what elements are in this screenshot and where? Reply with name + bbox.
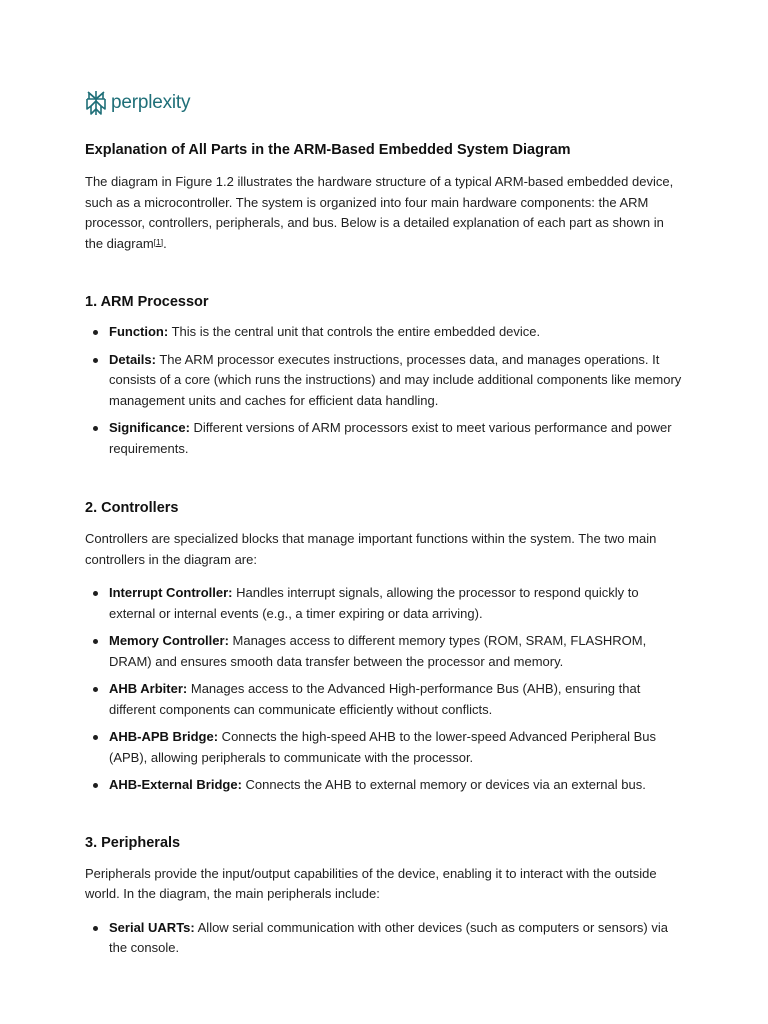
list-item-term: Function: [109,324,169,339]
perplexity-logo-icon [85,90,107,116]
document-title: Explanation of All Parts in the ARM-Based Embedded System Diagram [85,142,571,158]
list-item-term: AHB-External Bridge: [109,777,242,792]
section-heading-peripherals: 3. Peripherals [85,834,181,851]
list-item-text: Connects the AHB to external memory or devices via an external bus. [241,777,646,792]
intro-end: . [163,235,167,251]
bullet-icon [93,687,98,692]
list-item-text: Manages access to different memory types (ROM, SRAM, FLASHROM, DRAM) and ensures smooth data transfer between the processor and memory. [109,633,647,669]
bullet-icon [93,591,98,596]
list-item [85,583,685,624]
citation-link[interactable]: [1] [153,236,164,247]
bullet-icon [93,735,98,740]
bullet-icon [93,639,98,644]
list-item [85,679,685,720]
list-item-text: The ARM processor executes instructions, processes data, and manages operations. It consists of a core (which runs the instructions) and may include additional components like memory management units and caches for efficient data handling. [109,351,682,408]
list-item-text: Connects the high-speed AHB to the lower-speed Advanced Peripheral Bus (APB), allowing peripherals to communicate with the processor. [109,729,656,765]
list-item-term: Memory Controller: [109,633,229,648]
list-item [85,350,685,412]
list-item-term: AHB-APB Bridge: [109,729,219,744]
list-item-text: Manages access to the Advanced High-performance Bus (AHB), ensuring that different components can communicate efficiently without conflicts. [109,681,641,717]
document-page [85,88,685,966]
controllers-list [85,583,685,796]
brand-name: perplexity [111,92,191,113]
bullet-icon [93,426,98,431]
list-item [85,322,685,343]
list-item-term: AHB Arbiter: [109,681,188,696]
list-item-term: Serial UARTs: [109,919,195,935]
peripherals-paragraph: Peripherals provide the input/output capabilities of the device, enabling it to interact with the outside world. In the diagram, the main peripherals include: [85,865,657,901]
bullet-icon [93,783,98,788]
bullet-icon [93,926,98,931]
list-item-text: Allow serial communication with other devices (such as computers or sensors) via the console. [109,919,668,955]
list-item-term: Details: [109,351,156,367]
controllers-paragraph: Controllers are specialized blocks that manage important functions within the system. The two main controllers in the diagram are: [85,531,657,567]
arm-processor-list [85,322,685,459]
list-item [85,775,685,796]
section-heading-controllers: 2. Controllers [85,500,179,516]
list-item [85,631,685,672]
peripherals-list [85,918,685,959]
perplexity-logo [85,88,685,118]
bullet-icon [93,358,98,363]
list-item-term: Interrupt Controller: [109,585,233,600]
list-item-term: Significance: [109,420,190,435]
section-heading-arm-processor: 1. ARM Processor [85,294,209,310]
intro-paragraph [85,172,685,254]
list-item-text: Handles interrupt signals, allowing the processor to respond quickly to external or internal events (e.g., a timer expiring or data arriving). [109,585,639,621]
bullet-icon [93,330,98,335]
list-item-text: This is the central unit that controls the entire embedded device. [168,324,541,339]
list-item [85,418,685,459]
list-item [85,727,685,768]
intro-text: The diagram in Figure 1.2 illustrates the hardware structure of a typical ARM-based embedded device, such as a microcontroller. The system is organized into four main hardware components: the ARM processor, controllers, peripherals, and bus. Below is a detailed explanation of each part as shown in the diagram [85,174,674,251]
list-item [85,918,685,959]
list-item-text: Different versions of ARM processors exist to meet various performance and power requirements. [109,420,672,456]
